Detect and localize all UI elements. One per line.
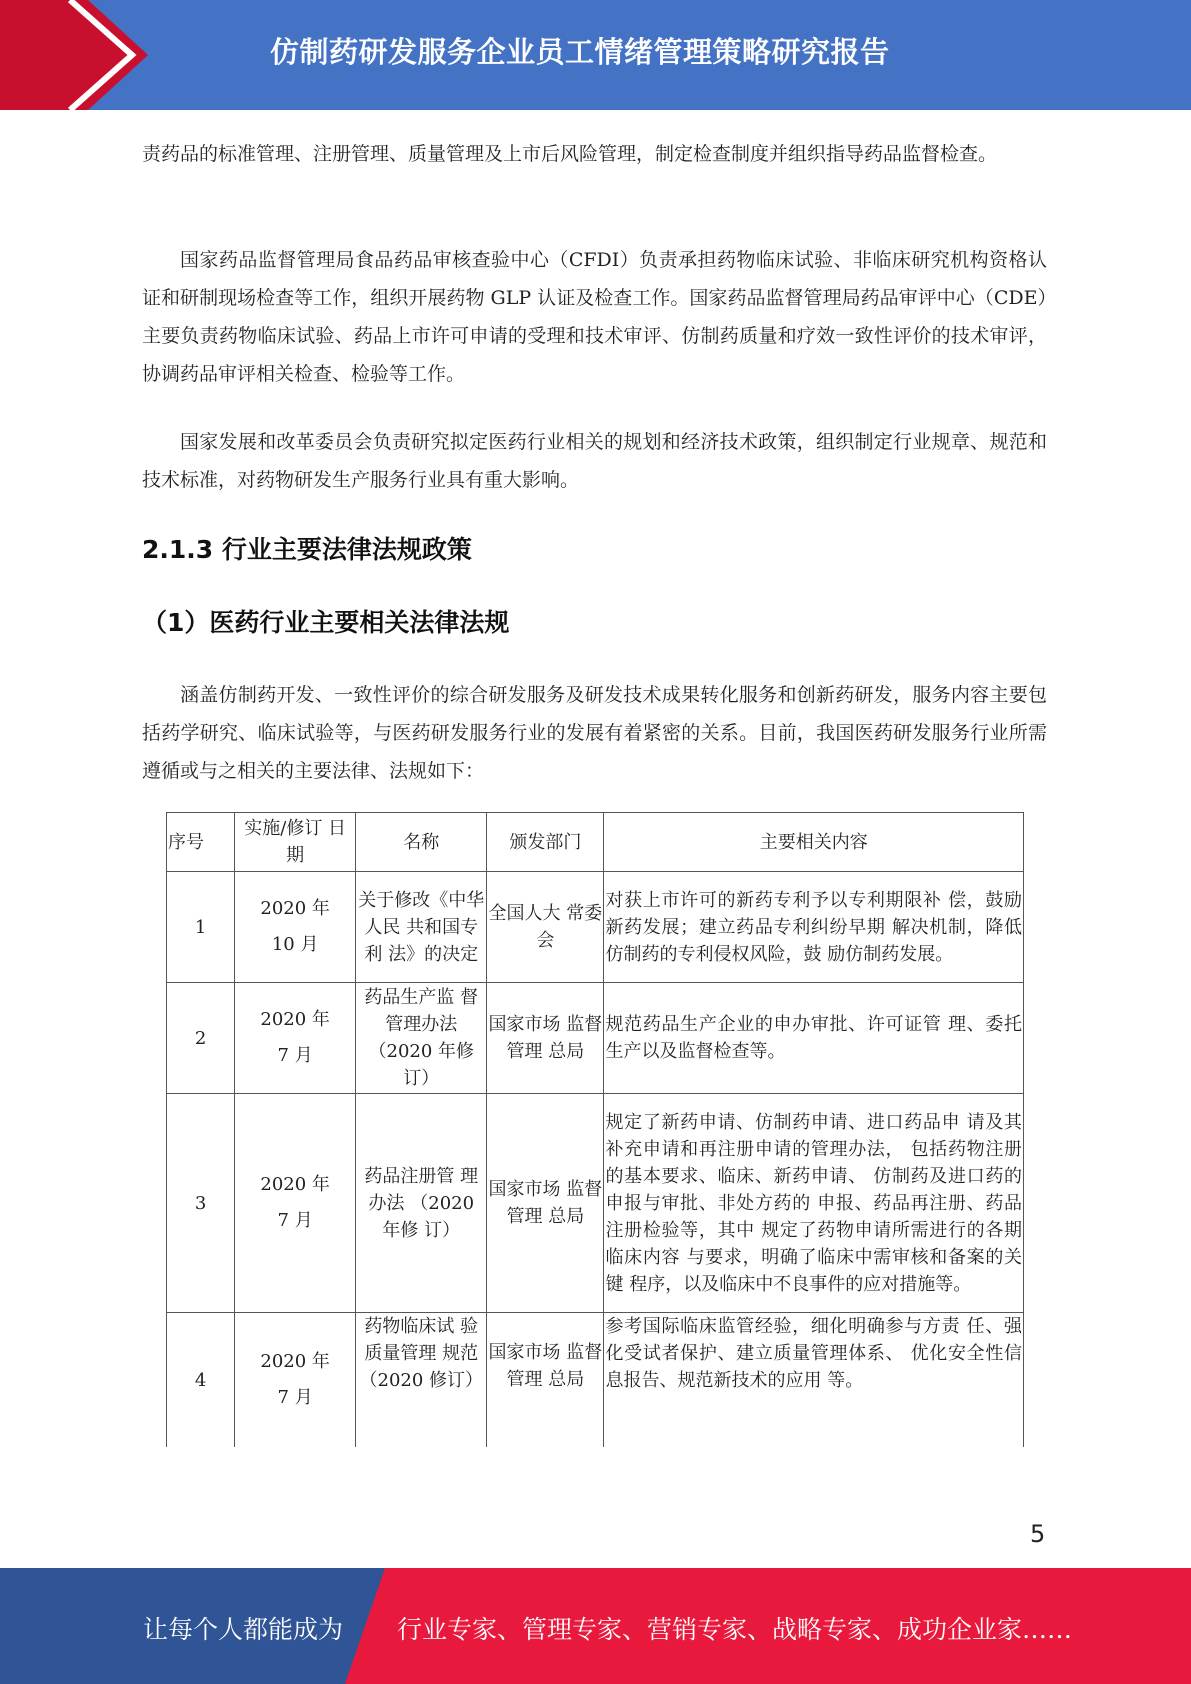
subsection-heading-laws: （1）医药行业主要相关法律法规: [142, 608, 510, 637]
cell-no: 1: [167, 872, 235, 983]
table-row: [167, 1313, 1024, 1448]
paragraph-intro-laws: 涵盖仿制药开发、一致性评价的综合研发服务及研发技术成果转化服务和创新药研发，服务内容主要包括药学研究、临床试验等，与医药研发服务行业的发展有着紧密的关系。目前，我国医药研发服务行业所需遵循或与之相关的主要法律、法规如下：: [142, 684, 1047, 782]
cell-date: 2020 年 10 月: [235, 872, 356, 983]
table-row: [167, 872, 1024, 983]
cell-name: 药物临床试 验质量管理 规范（2020 修订）: [356, 1313, 487, 1448]
cell-dept: 全国人大 常委会: [487, 872, 604, 983]
header-arrow-decoration: [0, 0, 160, 110]
column-header-no: 序号: [167, 813, 235, 872]
table-row: [167, 1094, 1024, 1313]
table-row: [167, 983, 1024, 1094]
cell-content: 对获上市许可的新药专利予以专利期限补 偿，鼓励新药发展；建立药品专利纠纷早期 解决机制，降低仿制药的专利侵权风险，鼓 励仿制药发展。: [604, 872, 1024, 983]
page-header: [0, 0, 1191, 110]
cell-dept: 国家市场 监督管理 总局: [487, 1094, 604, 1313]
paragraph-ndrc: 国家发展和改革委员会负责研究拟定医药行业相关的规划和经济技术政策，组织制定行业规章、规范和技术标准，对药物研发生产服务行业具有重大影响。: [142, 431, 1047, 491]
paragraph-regulator-duties: 责药品的标准管理、注册管理、质量管理及上市后风险管理，制定检查制度并组织指导药品监督检查。: [142, 143, 998, 165]
cell-date: 2020 年 7 月: [235, 1313, 356, 1448]
column-header-date: 实施/修订 日期: [235, 813, 356, 872]
table-header-row: [167, 813, 1024, 872]
cell-dept: 国家市场 监督管理 总局: [487, 1313, 604, 1448]
cell-content: 参考国际临床监管经验，细化明确参与方责 任、强化受试者保护、建立质量管理体系、 优化安全性信息报告、规范新技术的应用 等。: [604, 1313, 1024, 1448]
section-heading-2-1-3: 2.1.3 行业主要法律法规政策: [142, 535, 472, 564]
page-footer: [0, 1568, 1191, 1684]
report-title: 仿制药研发服务企业员工情绪管理策略研究报告: [270, 35, 890, 69]
cell-dept: 国家市场 监督管理 总局: [487, 983, 604, 1094]
cell-name: 药品注册管 理办法 （2020 年修 订）: [356, 1094, 487, 1313]
column-header-name: 名称: [356, 813, 487, 872]
cell-no: 4: [167, 1313, 235, 1448]
cell-content: 规范药品生产企业的申办审批、许可证管 理、委托生产以及监督检查等。: [604, 983, 1024, 1094]
column-header-dept: 颁发部门: [487, 813, 604, 872]
footer-slogan-right: 行业专家、管理专家、营销专家、战略专家、成功企业家……: [397, 1615, 1073, 1644]
column-header-content: 主要相关内容: [604, 813, 1024, 872]
cell-no: 2: [167, 983, 235, 1094]
cell-content: 规定了新药申请、仿制药申请、进口药品申 请及其补充申请和再注册申请的管理办法， 包括药物注册的基本要求、临床、新药申请、 仿制药及进口药的申报与审批、非处方药的 申报、药品再注册、药品注册检验等，其中 规定了药物申请所需进行的各期临床内容 与要求，明确了临床中需审核和备案的关键 程序，以及临床中不良事件的应对措施等。: [604, 1094, 1024, 1313]
page-number: 5: [1030, 1520, 1046, 1548]
paragraph-cfdi-cde: 国家药品监督管理局食品药品审核查验中心（CFDI）负责承担药物临床试验、非临床研究机构资格认证和研制现场检查等工作，组织开展药物 GLP 认证及检查工作。国家药品监督管理局药品审评中心（CDE）主要负责药物临床试验、药品上市许可申请的受理和技术审评、仿制药质量和疗效一致性评价的技术审评，协调药品审评相关检查、检验等工作。: [142, 249, 1047, 385]
cell-no: 3: [167, 1094, 235, 1313]
footer-slogan-left: 让每个人都能成为: [143, 1615, 344, 1644]
cell-name: 药品生产监 督管理办法 （2020 年修 订）: [356, 983, 487, 1094]
cell-date: 2020 年 7 月: [235, 983, 356, 1094]
laws-table: [166, 812, 1024, 1447]
cell-date: 2020 年 7 月: [235, 1094, 356, 1313]
cell-name: 关于修改《中华人民 共和国专利 法》的决定: [356, 872, 487, 983]
